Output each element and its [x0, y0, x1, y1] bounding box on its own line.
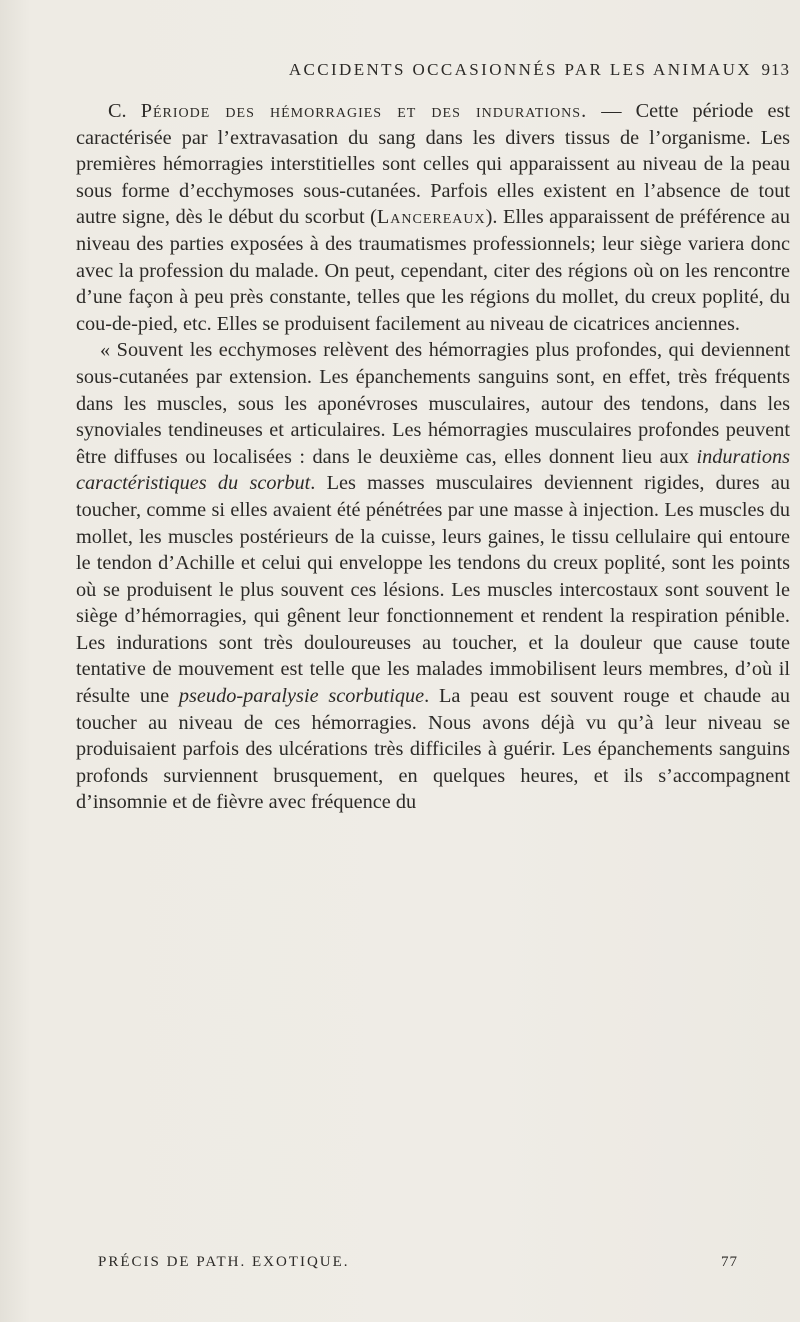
author-citation: Lancereaux [376, 206, 486, 229]
running-header [117, 60, 790, 80]
section-heading: Période des hémorragies et des indurations. [140, 100, 588, 122]
paragraph-1 [76, 98, 790, 337]
italic-term-indurations: indurations caractéristiques du scorbut [76, 445, 790, 495]
footer-book-title: PRÉCIS DE PATH. EXOTIQUE. [98, 1254, 350, 1270]
paragraph-2-text-b: . Les masses musculaires deviennent rigides, dures au toucher, comme si elles avaient été pénétrées par une masse à injection. Les muscles du mollet, les muscles postérieurs de la cuisse, leurs gaines, le tissu cellulaire qui entoure le tendon d’Achille et celui qui enveloppe les tendons du creux poplité, sont les points où se produisent le plus souvent ces lésions. Les muscles intercostaux sont souvent le siège d’hémorragies, qui gênent leur fonctionnement et rendent la respiration pénible. Les indurations sont très douloureuses au toucher, et la douleur que cause toute tentative de mouvement est telle que les malades immobilisent leurs membres, d’où il résulte une [76, 472, 790, 708]
paragraph-2 [76, 337, 790, 816]
page-footer [98, 1254, 738, 1271]
page-number: 913 [761, 60, 790, 79]
paragraph-1-text-a: Cette période est caractérisée par l’extravasation du sang dans les divers tissus de l’organisme. Les premières hémorragies interstitielles sont celles qui apparaissent au niveau de la peau sous forme d’ecchymoses sous-cutanées. Parfois elles existent en l’absence de tout autre signe, dès le début du scorbut ( [76, 100, 790, 229]
heading-dash: — [587, 100, 636, 122]
body-text [76, 98, 790, 816]
running-title: ACCIDENTS OCCASIONNÉS PAR LES ANIMAUX [288, 60, 752, 79]
paragraph-2-text-c: . La peau est souvent rouge et chaude au toucher au niveau de ces hémorragies. Nous avons déjà vu qu’à leur niveau se produisaient parfois des ulcérations très difficiles à guérir. Les épanchements sanguins profonds surviennent brusquement, en quelques heures, et ils s’accompagnent d’insomnie et de fièvre avec fréquence du [76, 685, 791, 814]
paragraph-2-text-a: « Souvent les ecchymoses relèvent des hémorragies plus profondes, qui deviennent sous-cutanées par extension. Les épanchements sanguins sont, en effet, très fréquents dans les muscles, sous les aponévroses musculaires, autour des tendons, dans les synoviales tendineuses et articulaires. Les hémorragies musculaires profondes peuvent être diffuses ou localisées : dans le deuxième cas, elles donnent lieu aux [76, 339, 790, 468]
signature-mark: 77 [721, 1254, 738, 1270]
section-letter: C. [108, 100, 127, 122]
italic-term-pseudo-paralysie: pseudo-paralysie scorbutique [178, 685, 425, 708]
paragraph-1-text-b: ). Elles apparaissent de préférence au niveau des parties exposées à des traumatismes professionnels; leur siège variera donc avec la profession du malade. On peut, cependant, citer des régions où on les rencontre d’une façon à peu près constante, telles que les régions du mollet, du creux poplité, du cou-de-pied, etc. Elles se produisent facilement au niveau de cicatrices anciennes. [76, 206, 790, 335]
